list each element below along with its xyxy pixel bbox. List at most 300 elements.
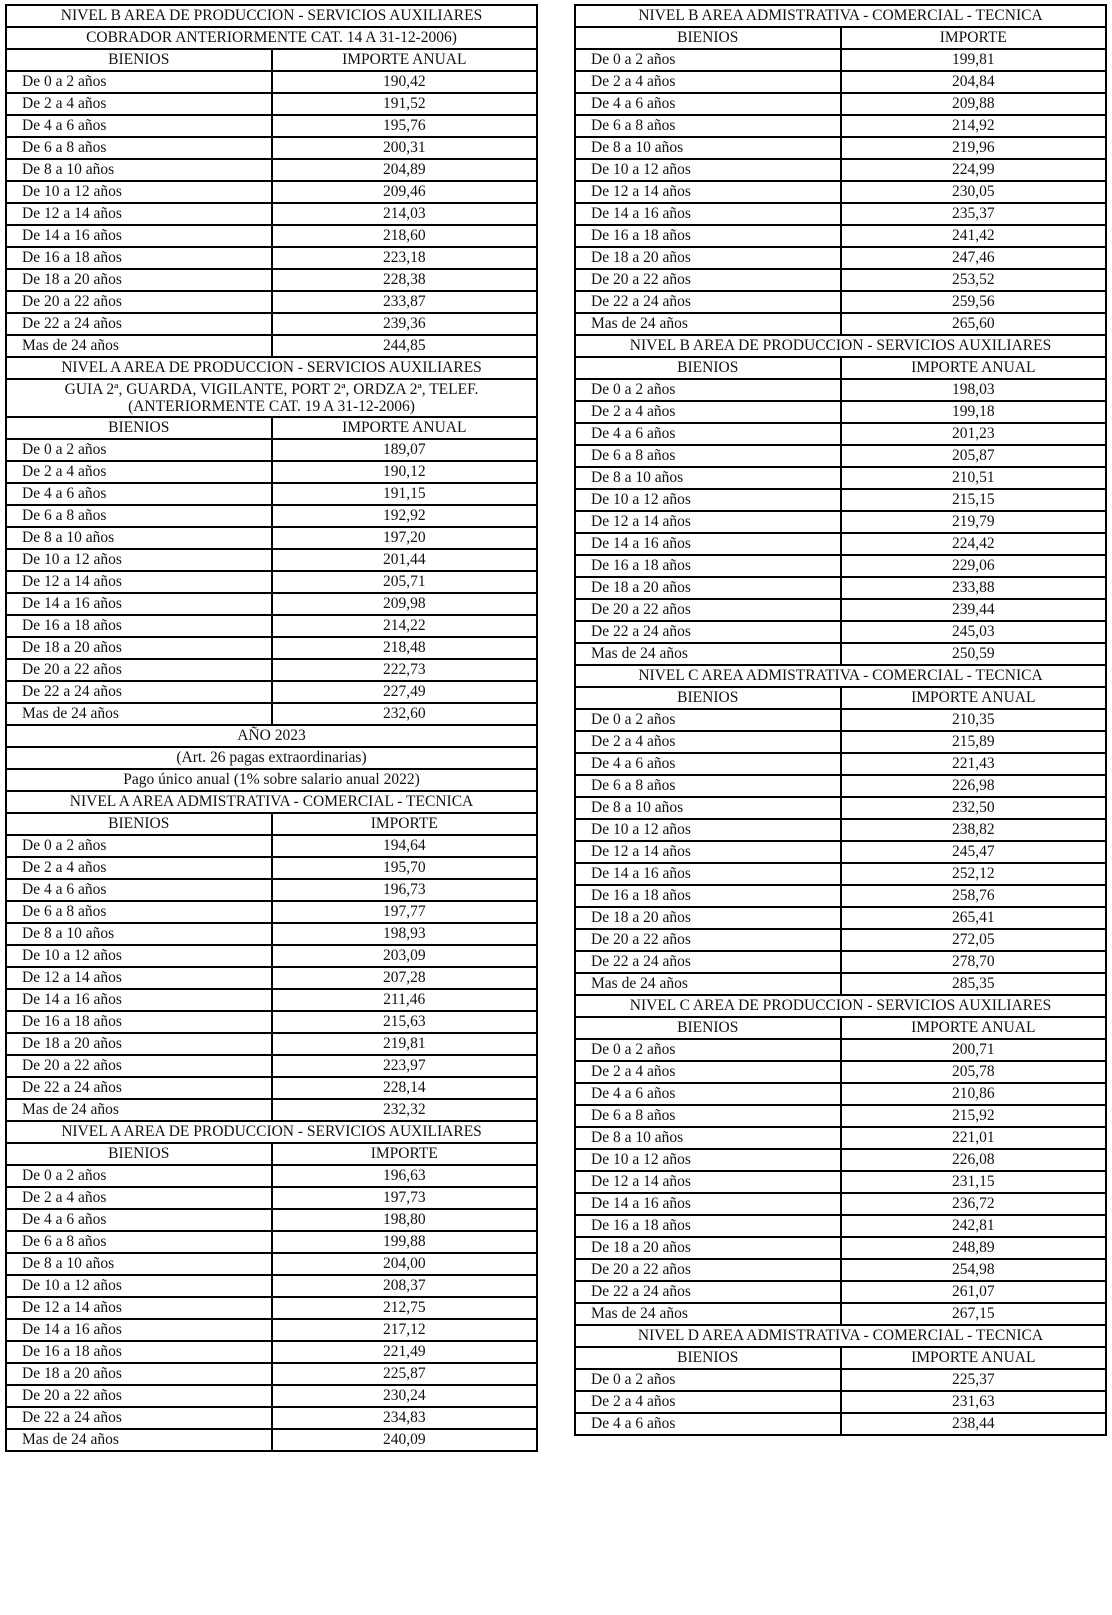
table-row	[6, 1187, 537, 1209]
section-title: NIVEL A AREA DE PRODUCCION - SERVICIOS AUXILIARES	[6, 1121, 537, 1143]
importe-value: 234,83	[272, 1407, 538, 1429]
table-row	[6, 181, 537, 203]
column-header-bienios: BIENIOS	[6, 813, 272, 835]
column-header-row	[6, 49, 537, 71]
table-row	[6, 1341, 537, 1363]
bienio-range: De 0 a 2 años	[575, 709, 841, 731]
importe-value: 248,89	[841, 1237, 1107, 1259]
table-row	[6, 1275, 537, 1297]
bienio-range: De 6 a 8 años	[6, 1231, 272, 1253]
importe-value: 253,52	[841, 269, 1107, 291]
table-row	[575, 819, 1106, 841]
column-header-importe: IMPORTE ANUAL	[272, 49, 538, 71]
importe-value: 242,81	[841, 1215, 1107, 1237]
table-row	[6, 659, 537, 681]
importe-value: 190,42	[272, 71, 538, 93]
bienio-range: De 18 a 20 años	[6, 1363, 272, 1385]
table-row	[6, 637, 537, 659]
column-header-importe: IMPORTE ANUAL	[841, 1017, 1107, 1039]
table-row	[575, 1083, 1106, 1105]
bienio-range: De 10 a 12 años	[6, 181, 272, 203]
section-title: (Art. 26 pagas extraordinarias)	[6, 747, 537, 769]
importe-value: 254,98	[841, 1259, 1107, 1281]
importe-value: 224,99	[841, 159, 1107, 181]
table-row	[575, 115, 1106, 137]
section-header-row	[6, 27, 537, 49]
bienio-range: De 4 a 6 años	[575, 1413, 841, 1435]
bienio-range: De 16 a 18 años	[6, 615, 272, 637]
bienio-range: De 0 a 2 años	[575, 1369, 841, 1391]
table-row	[575, 401, 1106, 423]
column-header-row	[575, 27, 1106, 49]
bienio-range: Mas de 24 años	[575, 973, 841, 995]
table-row	[575, 1171, 1106, 1193]
importe-value: 189,07	[272, 439, 538, 461]
table-row	[575, 1259, 1106, 1281]
importe-value: 209,46	[272, 181, 538, 203]
importe-value: 196,73	[272, 879, 538, 901]
table-row	[6, 1209, 537, 1231]
table-row	[6, 313, 537, 335]
bienio-range: De 20 a 22 años	[575, 269, 841, 291]
importe-value: 230,24	[272, 1385, 538, 1407]
section-title: NIVEL B AREA DE PRODUCCION - SERVICIOS AUXILIARES	[575, 335, 1106, 357]
importe-value: 219,79	[841, 511, 1107, 533]
importe-value: 250,59	[841, 643, 1107, 665]
table-row	[6, 549, 537, 571]
table-row	[575, 643, 1106, 665]
column-header-bienios: BIENIOS	[575, 27, 841, 49]
table-row	[6, 1011, 537, 1033]
importe-value: 278,70	[841, 951, 1107, 973]
table-row	[575, 907, 1106, 929]
bienio-range: De 8 a 10 años	[6, 1253, 272, 1275]
table-row	[6, 1407, 537, 1429]
bienio-range: De 8 a 10 años	[575, 1127, 841, 1149]
importe-value: 236,72	[841, 1193, 1107, 1215]
importe-value: 259,56	[841, 291, 1107, 313]
bienio-range: De 4 a 6 años	[575, 93, 841, 115]
bienio-range: De 4 a 6 años	[6, 1209, 272, 1231]
importe-value: 205,71	[272, 571, 538, 593]
table-row	[575, 951, 1106, 973]
table-row	[6, 593, 537, 615]
importe-value: 198,80	[272, 1209, 538, 1231]
importe-value: 201,23	[841, 423, 1107, 445]
section-header-row	[6, 5, 537, 27]
importe-value: 231,15	[841, 1171, 1107, 1193]
importe-value: 194,64	[272, 835, 538, 857]
importe-value: 240,09	[272, 1429, 538, 1451]
table-row	[575, 511, 1106, 533]
importe-value: 221,49	[272, 1341, 538, 1363]
table-row	[6, 1363, 537, 1385]
importe-value: 247,46	[841, 247, 1107, 269]
importe-value: 226,98	[841, 775, 1107, 797]
bienio-range: De 0 a 2 años	[6, 835, 272, 857]
bienio-range: De 8 a 10 años	[575, 137, 841, 159]
bienio-range: De 22 a 24 años	[6, 1077, 272, 1099]
section-title: AÑO 2023	[6, 725, 537, 747]
importe-value: 191,52	[272, 93, 538, 115]
bienio-range: De 14 a 16 años	[6, 225, 272, 247]
column-header-bienios: BIENIOS	[575, 1017, 841, 1039]
table-row	[575, 863, 1106, 885]
importe-value: 218,48	[272, 637, 538, 659]
bienio-range: De 16 a 18 años	[575, 225, 841, 247]
table-row	[575, 1193, 1106, 1215]
table-row	[575, 291, 1106, 313]
bienio-range: De 6 a 8 años	[575, 115, 841, 137]
importe-value: 205,78	[841, 1061, 1107, 1083]
table-row	[6, 269, 537, 291]
table-row	[575, 1061, 1106, 1083]
section-header-row	[575, 995, 1106, 1017]
bienio-range: De 18 a 20 años	[6, 1033, 272, 1055]
bienio-range: De 12 a 14 años	[575, 841, 841, 863]
column-header-importe: IMPORTE	[841, 27, 1107, 49]
bienio-range: De 6 a 8 años	[575, 1105, 841, 1127]
importe-value: 191,15	[272, 483, 538, 505]
importe-value: 215,15	[841, 489, 1107, 511]
importe-value: 211,46	[272, 989, 538, 1011]
importe-value: 197,20	[272, 527, 538, 549]
importe-value: 210,86	[841, 1083, 1107, 1105]
bienio-range: De 4 a 6 años	[6, 115, 272, 137]
bienio-range: De 12 a 14 años	[6, 571, 272, 593]
left-column	[5, 4, 538, 1452]
bienio-range: De 4 a 6 años	[575, 753, 841, 775]
bienio-range: De 22 a 24 años	[575, 1281, 841, 1303]
table-row	[575, 841, 1106, 863]
bienio-range: De 8 a 10 años	[6, 159, 272, 181]
section-header-row	[575, 5, 1106, 27]
bienio-range: De 4 a 6 años	[6, 483, 272, 505]
section-title: COBRADOR ANTERIORMENTE CAT. 14 A 31-12-2006)	[6, 27, 537, 49]
bienio-range: De 4 a 6 años	[575, 1083, 841, 1105]
importe-value: 195,76	[272, 115, 538, 137]
table-row	[6, 571, 537, 593]
importe-value: 209,98	[272, 593, 538, 615]
importe-value: 215,92	[841, 1105, 1107, 1127]
importe-value: 285,35	[841, 973, 1107, 995]
table-row	[575, 621, 1106, 643]
importe-value: 214,22	[272, 615, 538, 637]
importe-value: 232,32	[272, 1099, 538, 1121]
table-row	[575, 269, 1106, 291]
importe-value: 215,63	[272, 1011, 538, 1033]
table-row	[575, 159, 1106, 181]
column-header-importe: IMPORTE	[272, 813, 538, 835]
importe-value: 261,07	[841, 1281, 1107, 1303]
table-row	[6, 247, 537, 269]
bienio-range: De 6 a 8 años	[6, 505, 272, 527]
table-row	[6, 1297, 537, 1319]
table-row	[575, 973, 1106, 995]
bienio-range: De 20 a 22 años	[6, 1055, 272, 1077]
table-row	[575, 71, 1106, 93]
importe-value: 233,88	[841, 577, 1107, 599]
table-row	[6, 901, 537, 923]
table-row	[575, 555, 1106, 577]
left-table	[5, 4, 538, 1452]
importe-value: 225,37	[841, 1369, 1107, 1391]
table-row	[6, 703, 537, 725]
table-row	[575, 93, 1106, 115]
right-table	[574, 4, 1107, 1436]
importe-value: 224,42	[841, 533, 1107, 555]
column-header-importe: IMPORTE ANUAL	[841, 1347, 1107, 1369]
importe-value: 238,82	[841, 819, 1107, 841]
column-header-importe: IMPORTE	[272, 1143, 538, 1165]
table-row	[575, 313, 1106, 335]
importe-value: 232,60	[272, 703, 538, 725]
bienio-range: De 4 a 6 años	[6, 879, 272, 901]
bienio-range: De 22 a 24 años	[575, 951, 841, 973]
importe-value: 223,97	[272, 1055, 538, 1077]
bienio-range: De 2 a 4 años	[6, 93, 272, 115]
section-title: NIVEL C AREA ADMISTRATIVA - COMERCIAL - TECNICA	[575, 665, 1106, 687]
table-row	[575, 489, 1106, 511]
importe-value: 214,92	[841, 115, 1107, 137]
table-row	[575, 1215, 1106, 1237]
bienio-range: De 10 a 12 años	[6, 1275, 272, 1297]
importe-value: 198,93	[272, 923, 538, 945]
table-row	[6, 1077, 537, 1099]
bienio-range: De 10 a 12 años	[575, 489, 841, 511]
bienio-range: De 18 a 20 años	[575, 577, 841, 599]
bienio-range: De 18 a 20 años	[575, 247, 841, 269]
importe-value: 200,71	[841, 1039, 1107, 1061]
importe-value: 210,35	[841, 709, 1107, 731]
importe-value: 208,37	[272, 1275, 538, 1297]
table-row	[6, 93, 537, 115]
bienio-range: De 12 a 14 años	[6, 967, 272, 989]
importe-value: 197,73	[272, 1187, 538, 1209]
importe-value: 233,87	[272, 291, 538, 313]
bienio-range: De 22 a 24 años	[6, 1407, 272, 1429]
table-row	[6, 1319, 537, 1341]
bienio-range: De 0 a 2 años	[6, 439, 272, 461]
bienio-range: De 16 a 18 años	[6, 1341, 272, 1363]
table-row	[6, 439, 537, 461]
column-header-bienios: BIENIOS	[575, 1347, 841, 1369]
importe-value: 222,73	[272, 659, 538, 681]
bienio-range: De 14 a 16 años	[575, 863, 841, 885]
table-row	[575, 49, 1106, 71]
bienio-range: Mas de 24 años	[6, 703, 272, 725]
importe-value: 244,85	[272, 335, 538, 357]
table-row	[6, 335, 537, 357]
section-header-row	[6, 357, 537, 379]
table-row	[575, 1281, 1106, 1303]
bienio-range: De 0 a 2 años	[575, 379, 841, 401]
section-title: GUIA 2ª, GUARDA, VIGILANTE, PORT 2ª, ORDZA 2ª, TELEF. (ANTERIORMENTE CAT. 19 A 31-12-2006)	[6, 379, 537, 417]
table-row	[575, 1303, 1106, 1325]
importe-value: 200,31	[272, 137, 538, 159]
table-row	[6, 505, 537, 527]
importe-value: 219,96	[841, 137, 1107, 159]
bienio-range: De 2 a 4 años	[575, 1391, 841, 1413]
table-row	[575, 533, 1106, 555]
table-row	[6, 1429, 537, 1451]
bienio-range: De 16 a 18 años	[575, 555, 841, 577]
section-header-row	[575, 1325, 1106, 1347]
table-row	[6, 225, 537, 247]
importe-value: 210,51	[841, 467, 1107, 489]
bienio-range: De 6 a 8 años	[575, 445, 841, 467]
importe-value: 214,03	[272, 203, 538, 225]
importe-value: 198,03	[841, 379, 1107, 401]
importe-value: 195,70	[272, 857, 538, 879]
bienio-range: De 14 a 16 años	[6, 593, 272, 615]
bienio-range: De 18 a 20 años	[575, 1237, 841, 1259]
table-row	[575, 423, 1106, 445]
bienio-range: De 2 a 4 años	[6, 857, 272, 879]
section-title: NIVEL D AREA ADMISTRATIVA - COMERCIAL - TECNICA	[575, 1325, 1106, 1347]
importe-value: 238,44	[841, 1413, 1107, 1435]
bienio-range: De 10 a 12 años	[575, 159, 841, 181]
table-row	[575, 1105, 1106, 1127]
bienio-range: De 20 a 22 años	[575, 599, 841, 621]
bienio-range: Mas de 24 años	[6, 1099, 272, 1121]
section-title: NIVEL A AREA DE PRODUCCION - SERVICIOS AUXILIARES	[6, 357, 537, 379]
importe-value: 265,60	[841, 313, 1107, 335]
table-row	[6, 461, 537, 483]
table-row	[6, 857, 537, 879]
bienio-range: De 14 a 16 años	[575, 1193, 841, 1215]
bienio-range: Mas de 24 años	[575, 643, 841, 665]
bienio-range: De 0 a 2 años	[6, 71, 272, 93]
bienio-range: De 0 a 2 años	[6, 1165, 272, 1187]
column-header-row	[575, 687, 1106, 709]
bienio-range: De 20 a 22 años	[6, 659, 272, 681]
bienio-range: De 14 a 16 años	[6, 1319, 272, 1341]
bienio-range: De 16 a 18 años	[575, 1215, 841, 1237]
table-row	[6, 1231, 537, 1253]
bienio-range: De 4 a 6 años	[575, 423, 841, 445]
table-row	[6, 527, 537, 549]
bienio-range: De 10 a 12 años	[575, 1149, 841, 1171]
table-row	[575, 753, 1106, 775]
importe-value: 265,41	[841, 907, 1107, 929]
column-header-row	[6, 813, 537, 835]
column-header-bienios: BIENIOS	[6, 1143, 272, 1165]
column-header-row	[6, 1143, 537, 1165]
importe-value: 201,44	[272, 549, 538, 571]
importe-value: 212,75	[272, 1297, 538, 1319]
section-title: NIVEL C AREA DE PRODUCCION - SERVICIOS AUXILIARES	[575, 995, 1106, 1017]
table-row	[575, 181, 1106, 203]
section-header-row	[6, 769, 537, 791]
table-row	[6, 1253, 537, 1275]
table-row	[575, 379, 1106, 401]
table-row	[6, 1055, 537, 1077]
bienio-range: De 2 a 4 años	[575, 1061, 841, 1083]
table-row	[575, 797, 1106, 819]
bienio-range: De 0 a 2 años	[575, 1039, 841, 1061]
right-column	[574, 4, 1107, 1436]
table-row	[575, 775, 1106, 797]
column-header-importe: IMPORTE ANUAL	[841, 357, 1107, 379]
table-row	[575, 1237, 1106, 1259]
table-row	[575, 1369, 1106, 1391]
importe-value: 235,37	[841, 203, 1107, 225]
bienio-range: De 14 a 16 años	[575, 533, 841, 555]
importe-value: 258,76	[841, 885, 1107, 907]
table-row	[6, 115, 537, 137]
bienio-range: De 12 a 14 años	[6, 1297, 272, 1319]
bienio-range: De 22 a 24 años	[575, 621, 841, 643]
bienio-range: De 2 a 4 años	[575, 401, 841, 423]
section-header-row	[6, 1121, 537, 1143]
bienio-range: Mas de 24 años	[575, 313, 841, 335]
bienio-range: Mas de 24 años	[6, 1429, 272, 1451]
importe-value: 245,47	[841, 841, 1107, 863]
table-row	[575, 929, 1106, 951]
importe-value: 272,05	[841, 929, 1107, 951]
importe-value: 217,12	[272, 1319, 538, 1341]
importe-value: 196,63	[272, 1165, 538, 1187]
section-title: Pago único anual (1% sobre salario anual 2022)	[6, 769, 537, 791]
importe-value: 245,03	[841, 621, 1107, 643]
bienio-range: De 8 a 10 años	[6, 527, 272, 549]
table-row	[6, 615, 537, 637]
bienio-range: De 22 a 24 años	[6, 313, 272, 335]
section-title: NIVEL B AREA ADMISTRATIVA - COMERCIAL - TECNICA	[575, 5, 1106, 27]
bienio-range: Mas de 24 años	[6, 335, 272, 357]
column-header-row	[6, 417, 537, 439]
bienio-range: De 8 a 10 años	[575, 467, 841, 489]
section-title: NIVEL B AREA DE PRODUCCION - SERVICIOS AUXILIARES	[6, 5, 537, 27]
table-row	[6, 1165, 537, 1187]
table-row	[6, 159, 537, 181]
importe-value: 209,88	[841, 93, 1107, 115]
section-header-row	[6, 379, 537, 417]
table-row	[6, 923, 537, 945]
column-header-importe: IMPORTE ANUAL	[272, 417, 538, 439]
section-header-row	[6, 725, 537, 747]
importe-value: 221,43	[841, 753, 1107, 775]
table-row	[575, 577, 1106, 599]
table-row	[6, 879, 537, 901]
bienio-range: De 20 a 22 años	[575, 1259, 841, 1281]
bienio-range: De 10 a 12 años	[6, 549, 272, 571]
table-row	[575, 731, 1106, 753]
importe-value: 190,12	[272, 461, 538, 483]
section-header-row	[575, 335, 1106, 357]
importe-value: 207,28	[272, 967, 538, 989]
bienio-range: De 16 a 18 años	[6, 1011, 272, 1033]
importe-value: 252,12	[841, 863, 1107, 885]
importe-value: 219,81	[272, 1033, 538, 1055]
importe-value: 218,60	[272, 225, 538, 247]
bienio-range: De 20 a 22 años	[575, 929, 841, 951]
bienio-range: De 12 a 14 años	[575, 181, 841, 203]
importe-value: 221,01	[841, 1127, 1107, 1149]
bienio-range: De 18 a 20 años	[6, 269, 272, 291]
importe-value: 227,49	[272, 681, 538, 703]
importe-value: 204,00	[272, 1253, 538, 1275]
bienio-range: De 14 a 16 años	[6, 989, 272, 1011]
table-row	[6, 1033, 537, 1055]
table-row	[575, 445, 1106, 467]
table-row	[6, 291, 537, 313]
section-header-row	[575, 665, 1106, 687]
importe-value: 199,88	[272, 1231, 538, 1253]
table-row	[6, 203, 537, 225]
importe-value: 226,08	[841, 1149, 1107, 1171]
